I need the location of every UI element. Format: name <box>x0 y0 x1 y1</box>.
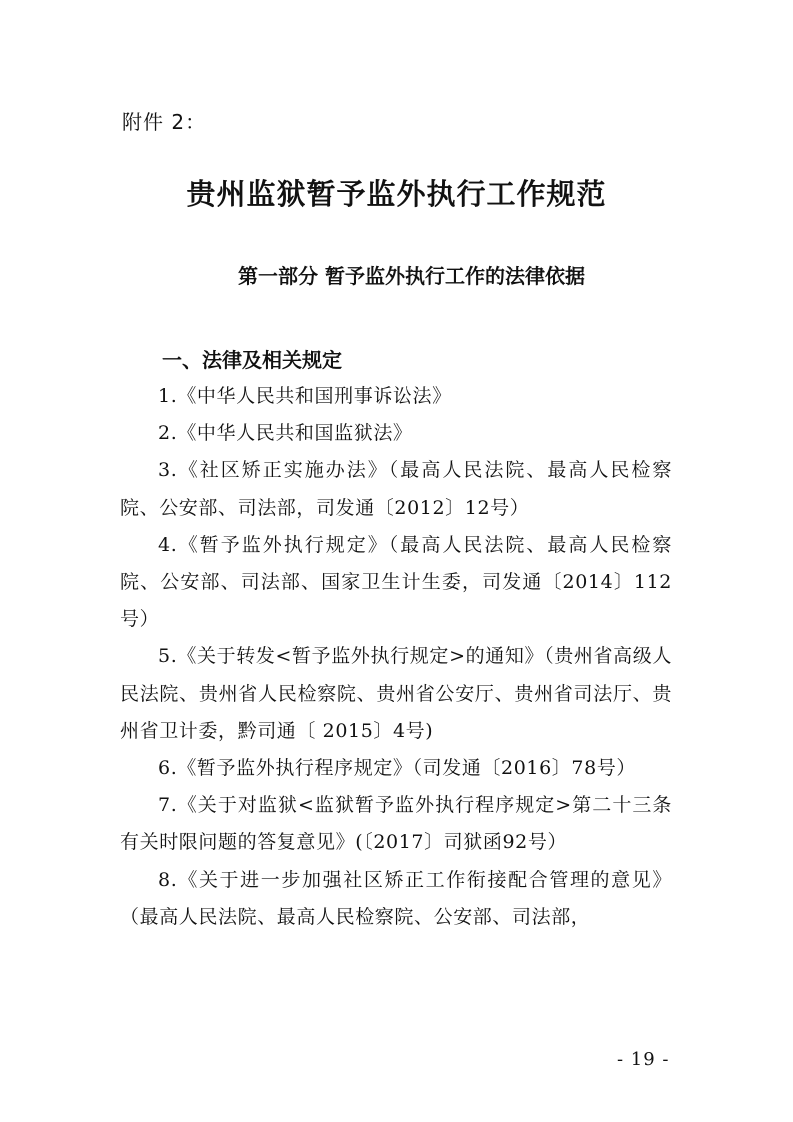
list-item: 8.《关于进一步加强社区矫正工作衔接配合管理的意见》（最高人民法院、最高人民检察院、公安部、司法部， <box>120 868 672 928</box>
regulation-list <box>120 378 672 936</box>
part-title: 第一部分 暂予监外执行工作的法律依据 <box>238 264 585 288</box>
document-title: 贵州监狱暂予监外执行工作规范 <box>186 177 607 211</box>
attachment-label: 附件 2： <box>122 110 207 134</box>
list-item: 5.《关于转发<暂予监外执行规定>的通知》（贵州省高级人民法院、贵州省人民检察院、贵州省公安厅、贵州省司法厅、贵州省卫计委，黔司通〔 2015〕4号) <box>120 645 672 742</box>
list-item: 7.《关于对监狱<监狱暂予监外执行程序规定>第二十三条有关时限问题的答复意见》(〔2017〕司狱函92号） <box>120 794 672 854</box>
list-item: 4.《暂予监外执行规定》（最高人民法院、最高人民检察院、公安部、司法部、国家卫生计生委，司发通〔2014〕112号） <box>120 533 672 631</box>
page-number: - 19 - <box>617 1049 670 1070</box>
section-heading: 一、法律及相关规定 <box>162 348 342 372</box>
list-item: 1.《中华人民共和国刑事诉讼法》 <box>158 385 452 407</box>
list-item: 3.《社区矫正实施办法》（最高人民法院、最高人民检察院、公安部、司法部，司发通〔2012〕12号） <box>120 459 672 519</box>
list-item: 6.《暂予监外执行程序规定》（司发通〔2016〕78号） <box>158 757 636 780</box>
list-item: 2.《中华人民共和国监狱法》 <box>158 422 413 445</box>
